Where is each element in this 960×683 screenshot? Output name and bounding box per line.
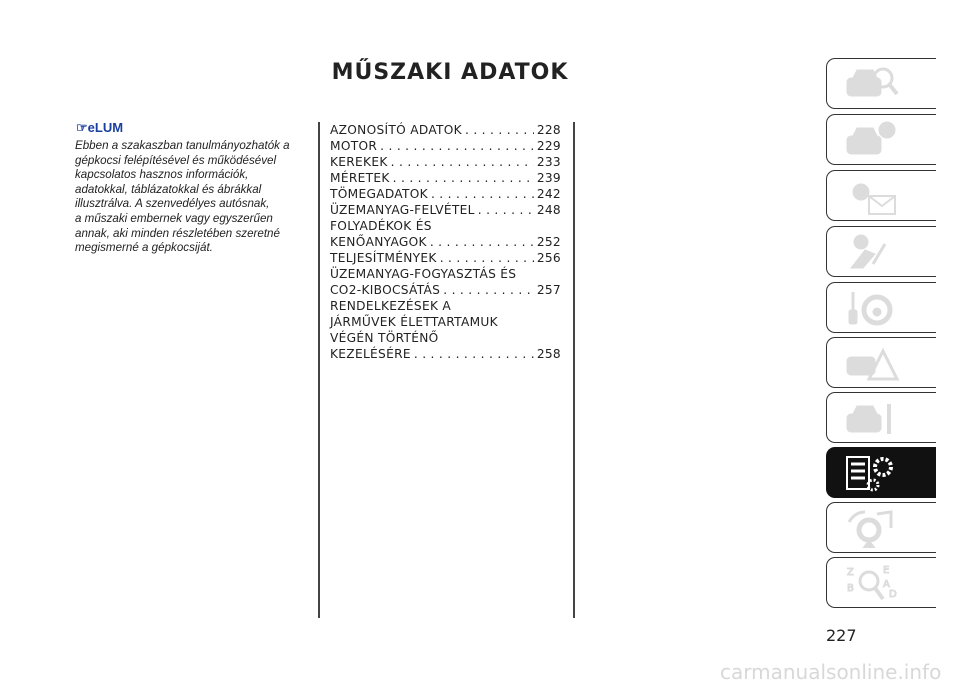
- toc-entry-title-line: JÁRMŰVEK ÉLETTARTAMUK: [330, 315, 498, 329]
- intro-line: adatokkal, táblázatokkal és ábrákkal: [75, 182, 262, 196]
- svg-text:Z: Z: [847, 566, 854, 578]
- toc-leader-dots: [431, 186, 534, 202]
- toc-entry-title: MÉRETEK: [330, 171, 390, 185]
- chapter-tab[interactable]: [826, 557, 936, 608]
- intro-line: annak, aki minden részletében szeretné: [75, 226, 280, 240]
- toc-entry[interactable]: [330, 298, 561, 362]
- svg-text:D: D: [889, 588, 897, 600]
- specs-gears-icon: [843, 453, 903, 493]
- intro-line: kapcsolatos hasznos információk,: [75, 168, 249, 182]
- car-search-icon: [843, 64, 903, 104]
- table-of-contents: [330, 122, 561, 362]
- chapter-tab[interactable]: [826, 114, 936, 165]
- car-warning-icon: [843, 343, 903, 383]
- toc-entry-title: TELJESÍTMÉNYEK: [330, 251, 437, 265]
- toc-entry[interactable]: [330, 186, 561, 202]
- toc-entry-title: MOTOR: [330, 139, 378, 153]
- toc-entry-title-line: VÉGÉN TÖRTÉNŐ: [330, 331, 439, 345]
- toc-entry-title: ÜZEMANYAG-FELVÉTEL: [330, 203, 475, 217]
- toc-page-number: 228: [536, 123, 561, 137]
- intro-line: Ebben a szakaszban tanulmányozhatók a: [75, 139, 290, 152]
- chapter-tab[interactable]: [826, 282, 936, 333]
- car-info-icon: [843, 120, 903, 160]
- toc-page-number: 229: [536, 139, 561, 153]
- toc-leader-dots: [430, 234, 534, 250]
- car-wrench-icon: [843, 398, 903, 438]
- chapter-tab[interactable]: [826, 447, 936, 498]
- multimedia-icon: [843, 508, 903, 548]
- airbag-seat-icon: [843, 232, 903, 272]
- watermark: carmanualsonline.info: [720, 660, 942, 683]
- toc-leader-dots: [414, 346, 534, 362]
- column-divider: [318, 122, 320, 618]
- toc-leader-dots: [443, 282, 534, 298]
- chapter-tab[interactable]: [826, 58, 936, 109]
- light-message-icon: [843, 176, 903, 216]
- toc-entry[interactable]: [330, 170, 561, 186]
- toc-entry-title: KEZELÉSÉRE: [330, 347, 411, 361]
- intro-line: gépkocsi felépítésével és működésével: [75, 153, 277, 167]
- toc-entry-title: KENŐANYAGOK: [330, 235, 427, 249]
- toc-page-number: 257: [536, 283, 561, 297]
- toc-entry-title-line: ÜZEMANYAG-FOGYASZTÁS ÉS: [330, 267, 517, 281]
- toc-page-number: 258: [536, 347, 561, 361]
- svg-text:A: A: [883, 578, 890, 590]
- toc-leader-dots: [478, 202, 534, 218]
- page-title: MŰSZAKI ADATOK: [331, 60, 569, 85]
- chapter-tab[interactable]: [826, 502, 936, 553]
- toc-entry[interactable]: [330, 266, 561, 298]
- toc-leader-dots: [391, 154, 534, 170]
- toc-leader-dots: [440, 250, 534, 266]
- toc-page-number: 248: [536, 203, 561, 217]
- toc-entry-title: TÖMEGADATOK: [330, 187, 428, 201]
- toc-entry-title-line: RENDELKEZÉSEK A: [330, 299, 452, 313]
- toc-page-number: 239: [536, 171, 561, 185]
- page-number: 227: [826, 626, 857, 645]
- toc-entry[interactable]: [330, 138, 561, 154]
- toc-leader-dots: [380, 138, 534, 154]
- toc-leader-dots: [465, 122, 534, 138]
- toc-leader-dots: [393, 170, 534, 186]
- toc-entry-title: KEREKEK: [330, 155, 388, 169]
- intro-line: a műszaki embernek vagy egyszerűen: [75, 211, 273, 225]
- chapter-tab[interactable]: [826, 392, 936, 443]
- toc-entry[interactable]: [330, 202, 561, 218]
- toc-entry-title-line: FOLYADÉKOK ÉS: [330, 219, 432, 233]
- toc-page-number: 233: [536, 155, 561, 169]
- intro-text: [75, 139, 310, 256]
- toc-entry[interactable]: [330, 218, 561, 250]
- toc-entry[interactable]: [330, 250, 561, 266]
- intro-line: megismerné a gépkocsiját.: [75, 241, 213, 255]
- key-steering-icon: [843, 288, 903, 328]
- toc-entry[interactable]: [330, 154, 561, 170]
- chapter-tab[interactable]: [826, 337, 936, 388]
- chapter-tab[interactable]: [826, 226, 936, 277]
- svg-text:B: B: [847, 582, 854, 594]
- elum-hand-icon: ☞eLUM: [76, 120, 124, 135]
- svg-text:E: E: [883, 564, 890, 576]
- elum-label: eLUM: [87, 120, 124, 135]
- toc-page-number: 256: [536, 251, 561, 265]
- toc-page-number: 252: [536, 235, 561, 249]
- index-search-icon: [843, 563, 903, 603]
- toc-entry-title: AZONOSÍTÓ ADATOK: [330, 123, 462, 137]
- toc-page-number: 242: [536, 187, 561, 201]
- toc-entry-title: CO2-KIBOCSÁTÁS: [330, 283, 441, 297]
- toc-entry[interactable]: [330, 122, 561, 138]
- intro-line: illusztrálva. A szenvedélyes autósnak,: [75, 197, 270, 211]
- chapter-tab[interactable]: [826, 170, 936, 221]
- column-divider: [573, 122, 575, 618]
